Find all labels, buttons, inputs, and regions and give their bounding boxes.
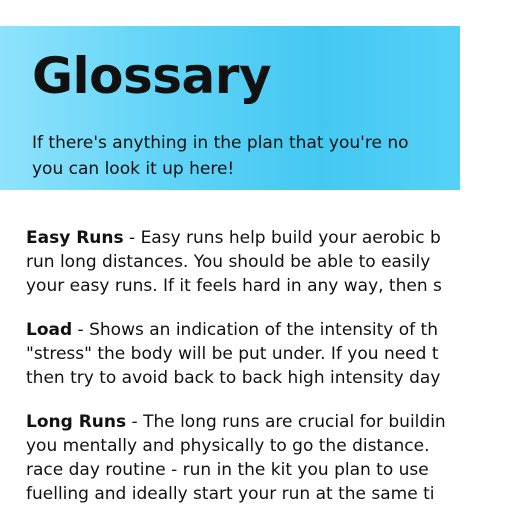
subtitle-line: If there's anything in the plan that you're no [32,133,409,153]
page-title: Glossary [32,47,272,105]
glossary-entries [26,226,506,526]
entry-first-line [26,318,506,342]
entry-definition-line: then try to avoid back to back high intensity day [26,368,441,388]
entry-definition-line: race day routine - run in the kit you plan to use [26,460,429,480]
entry-definition-text: - Easy runs help build your aerobic b [123,228,441,248]
entry-term: Load [26,320,73,340]
subtitle-line: you can look it up here! [32,159,235,179]
page-subtitle [32,130,409,182]
entry-definition-line: "stress" the body will be put under. If you need t [26,344,439,364]
glossary-entry-long-runs [26,410,506,506]
entry-first-line [26,226,506,250]
entry-definition-line: your easy runs. If it feels hard in any way, then s [26,276,442,296]
entry-definition-line: fuelling and ideally start your run at the same ti [26,484,435,504]
entry-definition-line: you mentally and physically to go the distance. [26,436,430,456]
entry-first-line [26,410,506,434]
glossary-header-banner [0,26,460,190]
glossary-entry-load [26,318,506,390]
entry-definition-text: - The long runs are crucial for buildin [126,412,446,432]
entry-definition-line: run long distances. You should be able to easily [26,252,431,272]
glossary-entry-easy-runs [26,226,506,298]
entry-term: Easy Runs [26,228,124,248]
entry-term: Long Runs [26,412,127,432]
entry-definition-text: - Shows an indication of the intensity of th [72,320,438,340]
